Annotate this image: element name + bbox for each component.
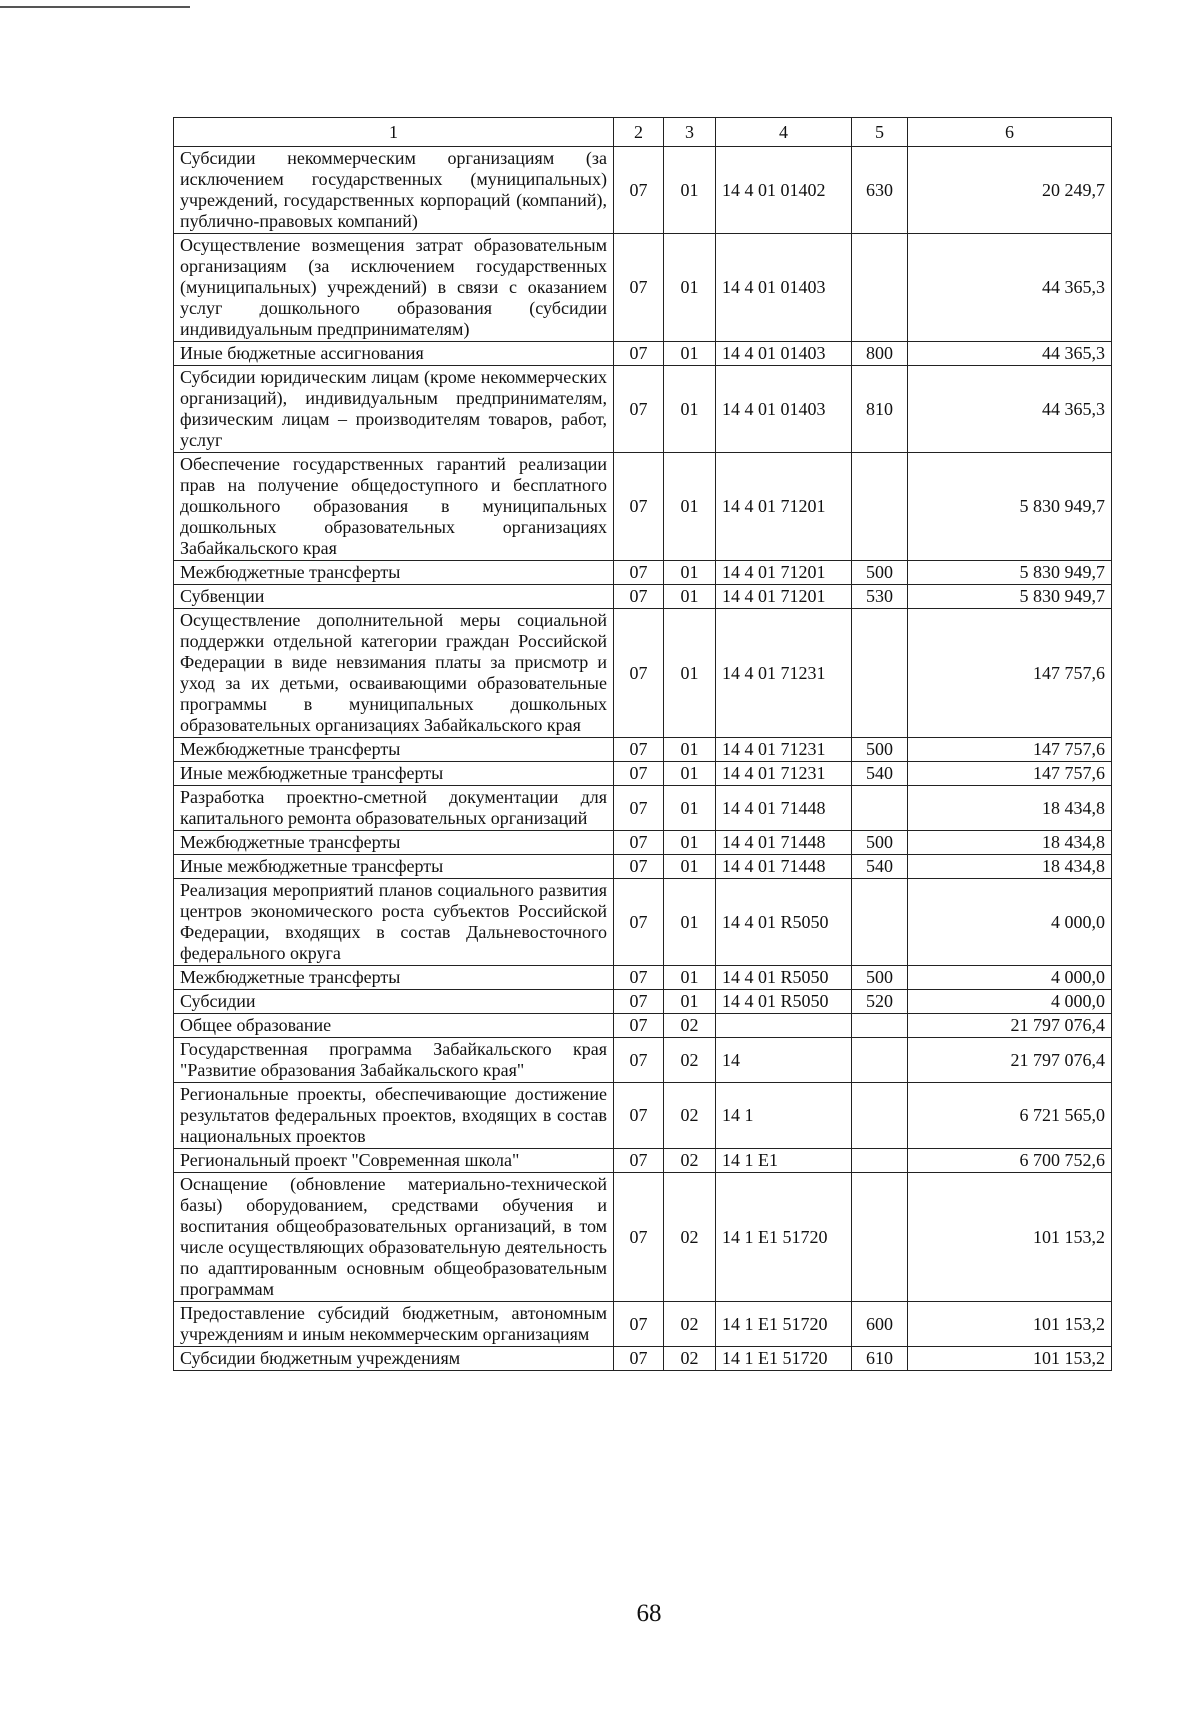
- cell-expense-type: [852, 1038, 908, 1083]
- cell-name: Региональный проект "Современная школа": [174, 1149, 614, 1173]
- cell-expense-type: [852, 786, 908, 831]
- cell-subsection: 01: [664, 786, 716, 831]
- cell-expense-type: [852, 879, 908, 966]
- table-row: [174, 1038, 1112, 1083]
- cell-section: 07: [614, 1173, 664, 1302]
- cell-name: Субвенции: [174, 585, 614, 609]
- cell-expense-type: [852, 1149, 908, 1173]
- cell-amount: 4 000,0: [908, 990, 1112, 1014]
- cell-subsection: 01: [664, 879, 716, 966]
- cell-section: 07: [614, 234, 664, 342]
- cell-target-article: 14 1 E1 51720: [716, 1302, 852, 1347]
- cell-section: 07: [614, 1038, 664, 1083]
- cell-subsection: 02: [664, 1149, 716, 1173]
- cell-section: 07: [614, 453, 664, 561]
- scan-artifact-line: [0, 6, 190, 8]
- cell-section: 07: [614, 585, 664, 609]
- cell-subsection: 01: [664, 990, 716, 1014]
- header-col-5: 5: [852, 118, 908, 147]
- cell-section: 07: [614, 990, 664, 1014]
- cell-amount: 101 153,2: [908, 1302, 1112, 1347]
- cell-expense-type: 500: [852, 966, 908, 990]
- cell-target-article: 14 1 E1 51720: [716, 1347, 852, 1371]
- cell-amount: 147 757,6: [908, 609, 1112, 738]
- cell-expense-type: 520: [852, 990, 908, 1014]
- cell-expense-type: [852, 453, 908, 561]
- table-row: [174, 1083, 1112, 1149]
- table-row: [174, 1302, 1112, 1347]
- cell-amount: 4 000,0: [908, 966, 1112, 990]
- cell-subsection: 02: [664, 1038, 716, 1083]
- table-row: [174, 366, 1112, 453]
- cell-subsection: 01: [664, 561, 716, 585]
- cell-target-article: 14 4 01 71201: [716, 453, 852, 561]
- cell-name: Межбюджетные трансферты: [174, 561, 614, 585]
- cell-name: Общее образование: [174, 1014, 614, 1038]
- cell-section: 07: [614, 147, 664, 234]
- cell-expense-type: 810: [852, 366, 908, 453]
- cell-amount: 101 153,2: [908, 1347, 1112, 1371]
- cell-amount: 101 153,2: [908, 1173, 1112, 1302]
- cell-name: Осуществление дополнительной меры социальной поддержки отдельной категории граждан Российской Федерации в виде невзимания платы за присмотр и уход за их детьми, осваивающими образовательные программы в муниципальных дошкольных образовательных организациях Забайкальского края: [174, 609, 614, 738]
- table-row: [174, 147, 1112, 234]
- cell-subsection: 02: [664, 1173, 716, 1302]
- table-row: [174, 234, 1112, 342]
- cell-section: 07: [614, 855, 664, 879]
- cell-subsection: 02: [664, 1083, 716, 1149]
- cell-amount: 21 797 076,4: [908, 1038, 1112, 1083]
- cell-subsection: 01: [664, 609, 716, 738]
- cell-expense-type: 600: [852, 1302, 908, 1347]
- table-row: [174, 1149, 1112, 1173]
- cell-amount: 5 830 949,7: [908, 561, 1112, 585]
- cell-name: Разработка проектно-сметной документации для капитального ремонта образовательных организаций: [174, 786, 614, 831]
- table-row: [174, 762, 1112, 786]
- cell-expense-type: [852, 1014, 908, 1038]
- cell-section: 07: [614, 831, 664, 855]
- cell-target-article: 14 4 01 01403: [716, 234, 852, 342]
- cell-section: 07: [614, 366, 664, 453]
- cell-name: Субсидии бюджетным учреждениям: [174, 1347, 614, 1371]
- cell-amount: 44 365,3: [908, 366, 1112, 453]
- table-row: [174, 453, 1112, 561]
- cell-subsection: 01: [664, 831, 716, 855]
- cell-target-article: 14 4 01 R5050: [716, 879, 852, 966]
- header-col-4: 4: [716, 118, 852, 147]
- table-row: [174, 879, 1112, 966]
- cell-name: Осуществление возмещения затрат образовательным организациям (за исключением государственных (муниципальных) учреждений) в связи с оказанием услуг дошкольного образования (субсидии индивидуальным предпринимателям): [174, 234, 614, 342]
- cell-section: 07: [614, 1302, 664, 1347]
- cell-name: Иные межбюджетные трансферты: [174, 855, 614, 879]
- cell-expense-type: 540: [852, 762, 908, 786]
- cell-amount: 4 000,0: [908, 879, 1112, 966]
- cell-target-article: [716, 1014, 852, 1038]
- cell-amount: 5 830 949,7: [908, 585, 1112, 609]
- cell-section: 07: [614, 966, 664, 990]
- cell-target-article: 14 4 01 71448: [716, 855, 852, 879]
- cell-expense-type: [852, 234, 908, 342]
- cell-subsection: 02: [664, 1014, 716, 1038]
- cell-amount: 147 757,6: [908, 762, 1112, 786]
- cell-target-article: 14 4 01 71201: [716, 561, 852, 585]
- cell-target-article: 14 4 01 71231: [716, 609, 852, 738]
- cell-subsection: 01: [664, 366, 716, 453]
- cell-target-article: 14 4 01 71201: [716, 585, 852, 609]
- table-row: [174, 342, 1112, 366]
- cell-section: 07: [614, 342, 664, 366]
- cell-amount: 44 365,3: [908, 234, 1112, 342]
- cell-name: Государственная программа Забайкальского края "Развитие образования Забайкальского края": [174, 1038, 614, 1083]
- cell-expense-type: 610: [852, 1347, 908, 1371]
- cell-expense-type: 630: [852, 147, 908, 234]
- cell-subsection: 01: [664, 453, 716, 561]
- cell-target-article: 14 4 01 R5050: [716, 966, 852, 990]
- table-row: [174, 561, 1112, 585]
- cell-subsection: 01: [664, 738, 716, 762]
- cell-subsection: 01: [664, 762, 716, 786]
- cell-target-article: 14 4 01 01402: [716, 147, 852, 234]
- cell-name: Обеспечение государственных гарантий реализации прав на получение общедоступного и бесплатного дошкольного образования в муниципальных дошкольных образовательных организациях Забайкальского края: [174, 453, 614, 561]
- cell-expense-type: 540: [852, 855, 908, 879]
- cell-section: 07: [614, 1014, 664, 1038]
- cell-amount: 18 434,8: [908, 786, 1112, 831]
- header-col-6: 6: [908, 118, 1112, 147]
- cell-expense-type: 500: [852, 561, 908, 585]
- budget-table: [173, 117, 1112, 1371]
- table-body: [174, 147, 1112, 1371]
- cell-section: 07: [614, 609, 664, 738]
- table-row: [174, 738, 1112, 762]
- cell-section: 07: [614, 1347, 664, 1371]
- cell-section: 07: [614, 786, 664, 831]
- cell-expense-type: [852, 1173, 908, 1302]
- cell-subsection: 01: [664, 147, 716, 234]
- cell-target-article: 14 4 01 71448: [716, 831, 852, 855]
- header-col-2: 2: [614, 118, 664, 147]
- table-row: [174, 609, 1112, 738]
- cell-target-article: 14: [716, 1038, 852, 1083]
- cell-amount: 44 365,3: [908, 342, 1112, 366]
- cell-amount: 6 700 752,6: [908, 1149, 1112, 1173]
- header-col-3: 3: [664, 118, 716, 147]
- cell-target-article: 14 1: [716, 1083, 852, 1149]
- cell-target-article: 14 4 01 01403: [716, 366, 852, 453]
- cell-amount: 147 757,6: [908, 738, 1112, 762]
- table-row: [174, 831, 1112, 855]
- cell-section: 07: [614, 561, 664, 585]
- header-row: [174, 118, 1112, 147]
- table-row: [174, 855, 1112, 879]
- cell-section: 07: [614, 1083, 664, 1149]
- cell-amount: 18 434,8: [908, 855, 1112, 879]
- cell-amount: 20 249,7: [908, 147, 1112, 234]
- cell-name: Региональные проекты, обеспечивающие достижение результатов федеральных проектов, входящих в состав национальных проектов: [174, 1083, 614, 1149]
- cell-target-article: 14 1 E1 51720: [716, 1173, 852, 1302]
- cell-name: Субсидии юридическим лицам (кроме некоммерческих организаций), индивидуальным предпринимателям, физическим лицам – производителям товаров, работ, услуг: [174, 366, 614, 453]
- cell-expense-type: 500: [852, 738, 908, 762]
- table-row: [174, 1347, 1112, 1371]
- cell-section: 07: [614, 738, 664, 762]
- table-row: [174, 966, 1112, 990]
- cell-expense-type: 530: [852, 585, 908, 609]
- cell-target-article: 14 4 01 71448: [716, 786, 852, 831]
- cell-name: Реализация мероприятий планов социального развития центров экономического роста субъектов Российской Федерации, входящих в состав Дальневосточного федерального округа: [174, 879, 614, 966]
- cell-amount: 6 721 565,0: [908, 1083, 1112, 1149]
- cell-name: Иные бюджетные ассигнования: [174, 342, 614, 366]
- table-row: [174, 786, 1112, 831]
- cell-name: Межбюджетные трансферты: [174, 831, 614, 855]
- cell-name: Предоставление субсидий бюджетным, автономным учреждениям и иным некоммерческим организациям: [174, 1302, 614, 1347]
- cell-expense-type: 800: [852, 342, 908, 366]
- cell-amount: 18 434,8: [908, 831, 1112, 855]
- cell-section: 07: [614, 1149, 664, 1173]
- cell-name: Оснащение (обновление материально-технической базы) оборудованием, средствами обучения и воспитания общеобразовательных организаций, в том числе осуществляющих образовательную деятельность по адаптированным основным общеобразовательным программам: [174, 1173, 614, 1302]
- cell-target-article: 14 4 01 71231: [716, 762, 852, 786]
- cell-target-article: 14 1 E1: [716, 1149, 852, 1173]
- cell-amount: 5 830 949,7: [908, 453, 1112, 561]
- cell-expense-type: [852, 1083, 908, 1149]
- cell-section: 07: [614, 762, 664, 786]
- cell-subsection: 01: [664, 855, 716, 879]
- cell-subsection: 02: [664, 1347, 716, 1371]
- cell-section: 07: [614, 879, 664, 966]
- table-row: [174, 990, 1112, 1014]
- cell-name: Межбюджетные трансферты: [174, 738, 614, 762]
- cell-name: Иные межбюджетные трансферты: [174, 762, 614, 786]
- cell-target-article: 14 4 01 71231: [716, 738, 852, 762]
- table-row: [174, 1014, 1112, 1038]
- cell-expense-type: [852, 609, 908, 738]
- cell-subsection: 02: [664, 1302, 716, 1347]
- cell-subsection: 01: [664, 585, 716, 609]
- cell-target-article: 14 4 01 R5050: [716, 990, 852, 1014]
- cell-target-article: 14 4 01 01403: [716, 342, 852, 366]
- cell-subsection: 01: [664, 234, 716, 342]
- cell-subsection: 01: [664, 342, 716, 366]
- cell-amount: 21 797 076,4: [908, 1014, 1112, 1038]
- cell-name: Межбюджетные трансферты: [174, 966, 614, 990]
- header-col-1: 1: [174, 118, 614, 147]
- table-row: [174, 1173, 1112, 1302]
- cell-subsection: 01: [664, 966, 716, 990]
- cell-expense-type: 500: [852, 831, 908, 855]
- cell-name: Субсидии некоммерческим организациям (за исключением государственных (муниципальных) учреждений, государственных корпораций (компаний), публично-правовых компаний): [174, 147, 614, 234]
- page-number: 68: [636, 1600, 662, 1627]
- cell-name: Субсидии: [174, 990, 614, 1014]
- table-row: [174, 585, 1112, 609]
